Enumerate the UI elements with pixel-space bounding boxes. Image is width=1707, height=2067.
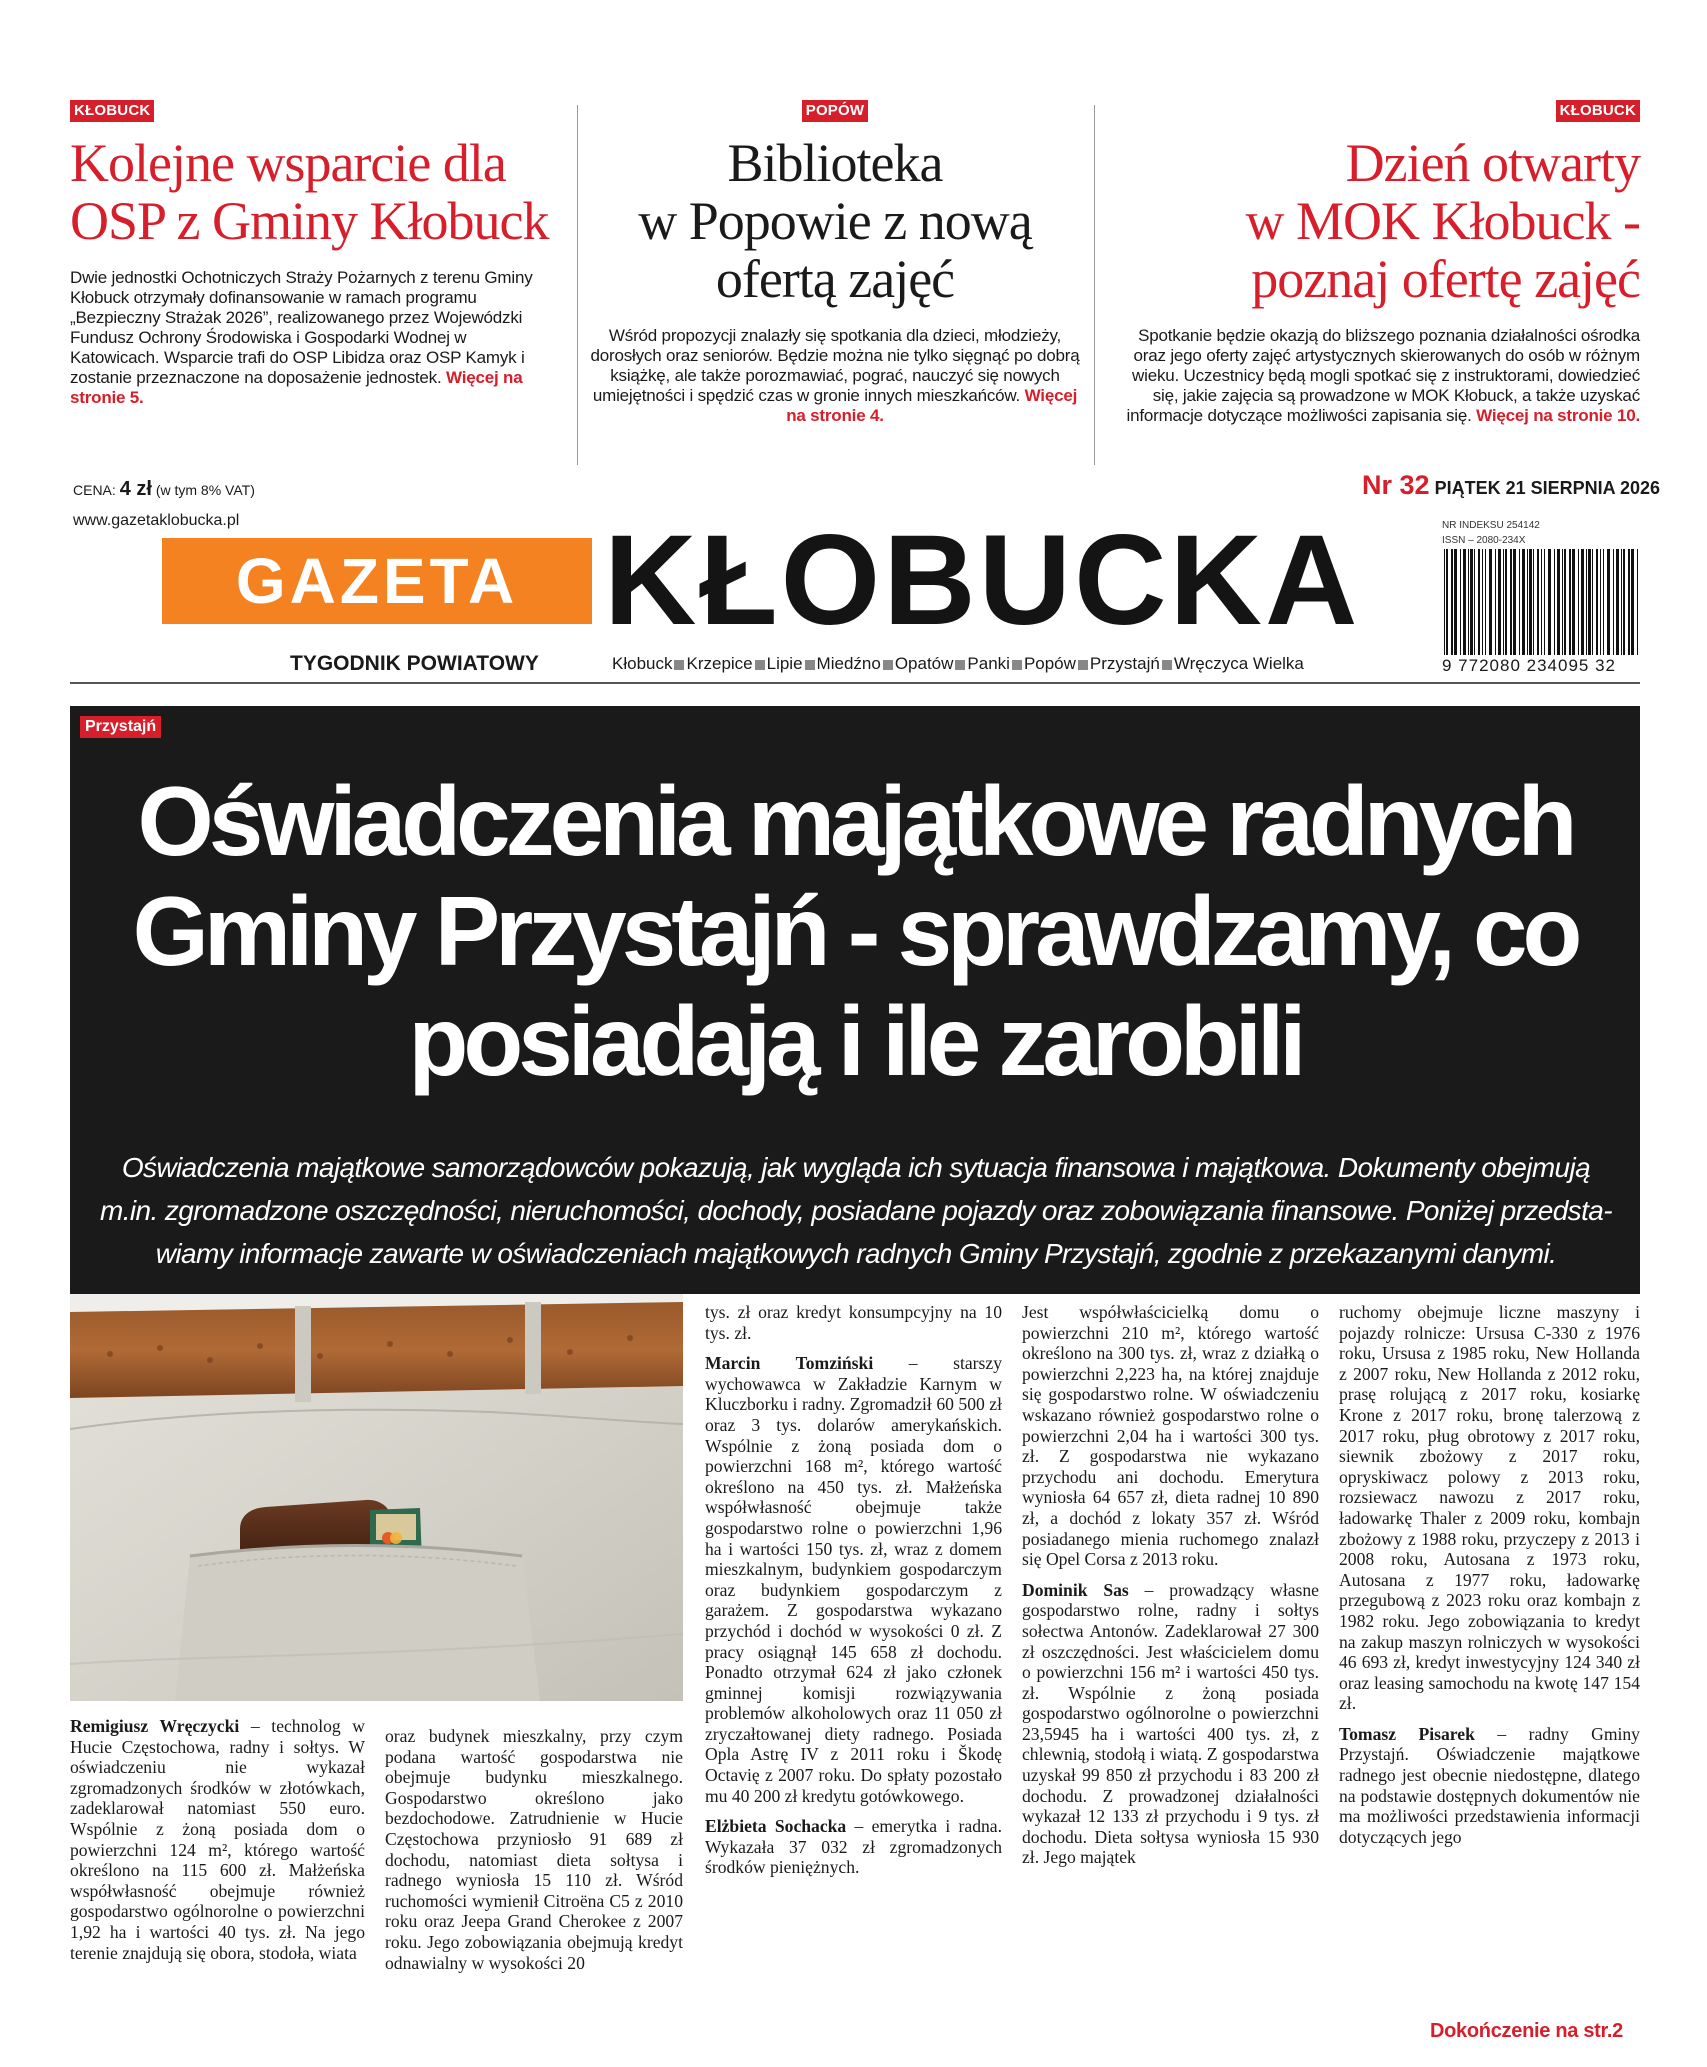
headline-line: w Popowie z nową xyxy=(638,191,1032,251)
barcode-bar xyxy=(1529,549,1532,655)
barcode-bar xyxy=(1578,549,1579,655)
article-paragraph xyxy=(70,1716,365,1963)
teaser-headline[interactable] xyxy=(70,134,560,250)
barcode-bar xyxy=(1537,549,1539,655)
headline-line: poznaj ofertę zajęć xyxy=(1251,249,1640,309)
barcode-bar xyxy=(1510,549,1512,655)
barcode-bar xyxy=(1581,549,1584,655)
barcode-bar xyxy=(1572,549,1575,655)
teaser-tag: KŁOBUCK xyxy=(70,100,154,122)
barcode-bar xyxy=(1541,549,1542,655)
separator-square-icon xyxy=(755,660,765,670)
barcode-bar xyxy=(1460,549,1461,655)
town-name[interactable]: Przystajń xyxy=(1089,654,1160,673)
barcode-bar xyxy=(1548,549,1551,655)
article-paragraph xyxy=(1022,1580,1319,1868)
teaser-tag: POPÓW xyxy=(802,100,869,122)
separator-square-icon xyxy=(883,660,893,670)
deck-line: wiamy informacje zawarte w oświadczeniach majątkowych radnych Gminy Przystajń, zgodnie z przekazanymi danymi. xyxy=(155,1238,1557,1269)
barcode-bar xyxy=(1505,549,1507,655)
barcode-bar xyxy=(1478,549,1480,655)
article-column-3 xyxy=(705,1302,1002,1888)
price xyxy=(73,478,255,501)
councillor-name: Marcin Tomziński xyxy=(705,1353,874,1374)
barcode-bar xyxy=(1616,549,1619,655)
councillor-name: Dominik Sas xyxy=(1022,1579,1129,1600)
barcode-bar xyxy=(1596,549,1598,655)
barcode-bar xyxy=(1474,549,1475,655)
teaser-biblioteka[interactable] xyxy=(590,100,1080,465)
wallet-pocket-illustration xyxy=(70,1294,683,1701)
title-line: Gminy Przystajń - sprawdzamy, co xyxy=(132,876,1578,986)
teaser-osp[interactable] xyxy=(70,100,560,465)
article-paragraph xyxy=(705,1353,1002,1806)
deck-line: Oświadczenia majątkowe samorządowców pokazują, jak wygląda ich sytuacja finansowa i majątkowa. Dokumenty obejmują xyxy=(121,1152,1591,1183)
lead-deck xyxy=(96,1146,1616,1275)
barcode-bar xyxy=(1637,549,1638,655)
separator-square-icon xyxy=(1078,660,1088,670)
barcode-icon xyxy=(1442,549,1640,655)
barcode-bar xyxy=(1463,549,1466,655)
town-name[interactable]: Kłobuck xyxy=(612,654,673,673)
paragraph-text: – radny Gminy Przystajń. Oświadczenie majątkowe radnego jest obecnie niedostępne, dlatego na podstawie dostępnych dokumentów nie ma możliwości przedstawienia informacji dotyczących jego xyxy=(1339,1723,1640,1847)
price-label: CENA: xyxy=(73,482,116,498)
masthead-logo-klobucka[interactable]: KŁOBUCKA xyxy=(604,509,1361,652)
paragraph-text: – technolog w Hucie Częstochowa, radny i sołtys. W oświadczeniu nie wykazał zgromadzonych środków w złotówkach, zadeklarował natomiast 550 euro. Wspólnie z żoną posiada dom o powierzchni 124 m², którego wartość określono na 115 600 zł. Małżeńska współwłasność obejmuje również gospodarstwo ogólnorolne o powierzchni 1,92 ha i wartości 40 tys. zł. Na jego terenie znajdują się obora, stodoła, wiata xyxy=(70,1716,366,1963)
barcode-bar xyxy=(1564,549,1566,655)
masthead-subtitle: TYGODNIK POWIATOWY xyxy=(290,652,539,675)
barcode-meta xyxy=(1442,518,1540,548)
article-column-1 xyxy=(70,1716,365,1973)
teaser-body xyxy=(1110,326,1640,426)
teaser-body xyxy=(590,326,1080,426)
teaser-headline[interactable] xyxy=(590,134,1080,308)
article-column-5 xyxy=(1339,1302,1640,1857)
barcode-bar xyxy=(1613,549,1614,655)
barcode-digits: 9 772080 234095 xyxy=(1442,656,1590,675)
paragraph-text: tys. zł oraz kredyt konsumpcyjny na 10 tys. zł. xyxy=(705,1302,1002,1343)
website-link[interactable]: www.gazetaklobucka.pl xyxy=(73,512,240,529)
paragraph-text: – starszy wychowawca w Zakładzie Karnym w Kluczborku i radny. Zgromadził 60 500 zł oraz 3 tys. dolarów amerykańskich. Wspólnie z żoną posiada dom o powierzchni 168 m², którego wartość określono na 450 tys. zł. Małżeńska współwłasność obejmuje także gospodarstwo rolne o powierzchni 1,96 ha i wartości 150 tys. zł, wraz z domem mieszkalnym, budynkiem gospodarczym oraz budynkiem gospodarczym z garażem. Z gospodarstwa wykazano przychód i dochód w wysokości 0 zł. Z pracy osiągnął 145 658 zł dochodu. Ponadto otrzymał 624 zł jako członek gminnej komisji rozwiązywania problemów alkoholowych oraz 11 050 zł zryczałtowanej diety radnego. Posiada Opla Astrę IV z 2011 roku i Škodę Octavię z 2007 roku. Do spłaty pozostało mu 40 200 zł kredytu gotówkowego. xyxy=(705,1353,1002,1806)
barcode-bar xyxy=(1498,549,1501,655)
article-paragraph xyxy=(1339,1302,1640,1714)
paragraph-text: – emerytka i radna. Wykazała 37 032 zł zgromadzonych środków pieniężnych. xyxy=(705,1816,1002,1878)
barcode-bar xyxy=(1623,549,1625,655)
article-column-2 xyxy=(385,1726,683,1983)
article-paragraph xyxy=(1022,1302,1319,1570)
headline-line: Dzień otwarty xyxy=(1345,133,1640,193)
continued-link[interactable]: Dokończenie na str.2 xyxy=(1430,2020,1623,2042)
towns-list xyxy=(612,654,1304,674)
barcode-number xyxy=(1442,656,1616,676)
lead-story[interactable] xyxy=(70,706,1640,1294)
town-name[interactable]: Miedźno xyxy=(816,654,881,673)
title-line: posiadają i ile zarobili xyxy=(408,986,1302,1096)
article-paragraph xyxy=(705,1302,1002,1343)
barcode-bar xyxy=(1513,549,1516,655)
masthead-logo-gazeta[interactable]: GAZETA xyxy=(162,538,592,624)
town-name[interactable]: Panki xyxy=(967,654,1010,673)
barcode-bar xyxy=(1600,549,1601,655)
separator-square-icon xyxy=(955,660,965,670)
masthead-rule xyxy=(70,682,1640,684)
town-name[interactable]: Opatów xyxy=(894,654,954,673)
issue-info xyxy=(1362,470,1660,501)
barcode-bar xyxy=(1522,549,1525,655)
lead-tag: Przystajń xyxy=(80,716,161,738)
barcode-bar xyxy=(1607,549,1610,655)
barcode-bar xyxy=(1468,549,1469,655)
teaser-mok[interactable] xyxy=(1110,100,1640,465)
barcode-bar xyxy=(1569,549,1571,655)
barcode-addon: 32 xyxy=(1595,656,1617,675)
teaser-tag: KŁOBUCK xyxy=(1556,100,1640,122)
councillor-name: Remigiusz Wręczycki xyxy=(70,1716,240,1736)
barcode-bar xyxy=(1519,549,1520,655)
column-divider xyxy=(1094,105,1095,465)
barcode-bar xyxy=(1628,549,1630,655)
barcode-bar xyxy=(1503,549,1504,655)
barcode-bar xyxy=(1586,549,1587,655)
paragraph-text: ruchomy obejmuje liczne maszyny i pojazdy rolnicze: Ursusa C-330 z 1976 roku, Ursusa z 1985 roku, New Hollanda z 2007 roku, New Hollanda z 2012 roku, prasę rolującą z 2017 roku, kosiarkę Krone z 2017 roku, bronę talerzową z 2017 roku, pług obrotowy z 2017 roku, siewnik zbożowy z 2017 roku, opryskiwacz polowy z 2013 roku, rozsiewacz nawozu z 2017 roku, ładowarkę Thaler z 2009 roku, kombajn zbożowy z 1988 roku, przyczepy z 2013 i 2008 roku, Autosana z 1973 roku, Autosana z 1977 roku, ładowarkę przegubową z 2023 roku oraz kombajn z 1982 roku. Jego zobowiązania to kredyt na zakup maszyn rolniczych w wysokości 46 693 zł, kredyt inwestycyjny 124 340 zł oraz leasing samochodu na kwotę 147 154 zł. xyxy=(1339,1302,1640,1714)
separator-square-icon xyxy=(674,660,684,670)
town-name[interactable]: Wręczyca Wielka xyxy=(1173,654,1304,673)
barcode-bar xyxy=(1554,549,1555,655)
councillor-name: Tomasz Pisarek xyxy=(1339,1723,1475,1744)
councillor-name: Elżbieta Sochacka xyxy=(705,1816,847,1837)
paragraph-text: – prowadzący własne gospodarstwo rolne, radny i sołtys sołectwa Antonów. Zadeklarował 27 300 zł oszczędności. Jest właścicielem domu o powierzchni 156 m² i wartości 450 tys. zł. Wspólnie z żoną posiada gospodarstwo ogólnorolne o powierzchni 23,5945 ha i wartości 400 tys. zł, z chlewnią, stodołą i wiatą. Z gospodarstwa uzyskał 99 850 zł przychodu i 83 200 zł dochodu. Z prowadzonej działalności wykazał 12 133 zł przychodu i 9 tys. zł dochodu. Dieta sołtysa wyniosła 15 930 zł. Jego majątek xyxy=(1022,1579,1319,1868)
separator-square-icon xyxy=(1162,660,1172,670)
headline-line: OSP z Gminy Kłobuck xyxy=(70,191,549,251)
town-name[interactable]: Lipie xyxy=(766,654,803,673)
barcode-bar xyxy=(1592,549,1593,655)
teaser-body xyxy=(70,268,560,408)
column-divider xyxy=(577,105,578,465)
barcode-bar xyxy=(1631,549,1634,655)
barcode-bar xyxy=(1470,549,1473,655)
barcode-bar xyxy=(1533,549,1534,655)
barcode-bar xyxy=(1482,549,1483,655)
headline-line: Biblioteka xyxy=(727,133,943,193)
index-number: NR INDEKSU 254142 xyxy=(1442,520,1540,531)
barcode-bar xyxy=(1588,549,1591,655)
price-value: 4 zł xyxy=(119,478,152,500)
barcode-bar xyxy=(1544,549,1545,655)
article-paragraph xyxy=(385,1726,683,1973)
barcode-bar xyxy=(1621,549,1622,655)
barcode-bar xyxy=(1489,549,1492,655)
issue-number: Nr 32 xyxy=(1362,470,1430,500)
article-paragraph xyxy=(1339,1724,1640,1848)
issn: ISSN – 2080-234X xyxy=(1442,535,1526,546)
paragraph-text: Jest współwłaścicielką domu o powierzchni 210 m², którego wartość określono na 300 tys. zł, wraz z działką o powierzchni 2,223 ha, na której znajduje się gospodarstwo rolne. W oświadczeniu wskazano również gospodarstwo rolne o powierzchni 2,04 ha i wartości 300 tys. zł. Z gospodarstwa nie wykazano przychodu ani dochodu. Emerytura wyniosła 64 657 zł, dieta radnej 10 890 zł, a dochód z lokaty 357 zł. Wśród posiadanego mienia ruchomego znalazł się Opel Corsa z 2013 roku. xyxy=(1022,1302,1319,1570)
barcode-bar xyxy=(1485,549,1486,655)
barcode-bar xyxy=(1495,549,1496,655)
separator-square-icon xyxy=(805,660,815,670)
teaser-text: Dwie jednostki Ochotniczych Straży Pożarnych z terenu Gminy Kłobuck otrzymały dofinansowanie w ramach programu „Bezpieczny Strażak 2026”, realizowanego przez Wojewódzki Fundusz Ochrony Środowiska i Gospodarki Wodnej w Katowicach. Wsparcie trafi do OSP Libidza oraz OSP Kamyk i zostanie przeznaczone na doposażenie jednostek. xyxy=(70,268,533,387)
barcode-bar xyxy=(1444,549,1445,655)
barcode-bar xyxy=(1451,549,1453,655)
headline-line: w MOK Kłobuck - xyxy=(1245,191,1640,251)
teaser-headline[interactable] xyxy=(1110,134,1640,308)
title-line: Oświadczenia majątkowe radnych xyxy=(137,766,1573,876)
barcode-bar xyxy=(1527,549,1528,655)
teaser-more-link[interactable]: Więcej na stronie 4. xyxy=(786,386,1078,425)
issue-date: PIĄTEK 21 SIERPNIA 2026 xyxy=(1434,478,1660,498)
barcode-bar xyxy=(1562,549,1563,655)
barcode-bar xyxy=(1446,549,1448,655)
teaser-more-link[interactable]: Więcej na stronie 5. xyxy=(70,368,523,407)
town-name[interactable]: Krzepice xyxy=(686,654,753,673)
paragraph-text: oraz budynek mieszkalny, przy czym podana wartość gospodarstwa nie obejmuje budynku mieszkalnego. Gospodarstwo określono jako bezdochodowe. Zatrudnienie w Hucie Częstochowa przyniosło 91 689 zł dochodu, natomiast dieta sołtysa i radnego wyniosła 15 110 zł. Wśród ruchomości wymienił Citroëna C5 z 2010 roku oraz Jeepa Grand Cherokee z 2007 roku. Jego zobowiązania obejmują kredyt odnawialny w wysokości 20 xyxy=(385,1726,683,1973)
lead-title[interactable] xyxy=(70,766,1640,1096)
teaser-text: Spotkanie będzie okazją do bliższego poznania działalności ośrodka oraz jego oferty zajęć artystycznych skierowanych do osób w różnym wieku. Uczestnicy będą mogli spotkać się z instruktorami, dowiedzieć się, jakie zajęcia są prowadzone w MOK Kłobuck, a także uzyskać informacje dotyczące możliwości zapisania się. xyxy=(1126,326,1640,425)
article-column-4 xyxy=(1022,1302,1319,1878)
barcode-bar xyxy=(1603,549,1604,655)
wallet-photo xyxy=(70,1294,683,1701)
separator-square-icon xyxy=(1012,660,1022,670)
deck-line: m.in. zgromadzone oszczędności, nieruchomości, dochody, posiadane pojazdy oraz zobowiązania finansowe. Poniżej przedsta- xyxy=(100,1195,1612,1226)
headline-line: Kolejne wsparcie dla xyxy=(70,133,506,193)
price-note: (w tym 8% VAT) xyxy=(155,482,255,498)
barcode-bar xyxy=(1454,549,1457,655)
barcode-bar xyxy=(1557,549,1560,655)
article-paragraph xyxy=(705,1816,1002,1878)
teaser-text: Wśród propozycji znalazły się spotkania dla dzieci, młodzieży, dorosłych oraz seniorów. Będzie można nie tylko sięgnąć po dobrą książkę, ale także porozmawiać, pograć, nauczyć się nowych umiejętności i spędzić czas w gronie innych mieszkańców. xyxy=(590,326,1080,405)
headline-line: ofertą zajęć xyxy=(715,249,955,309)
teaser-more-link[interactable]: Więcej na stronie 10. xyxy=(1476,406,1640,425)
town-name[interactable]: Popów xyxy=(1023,654,1076,673)
